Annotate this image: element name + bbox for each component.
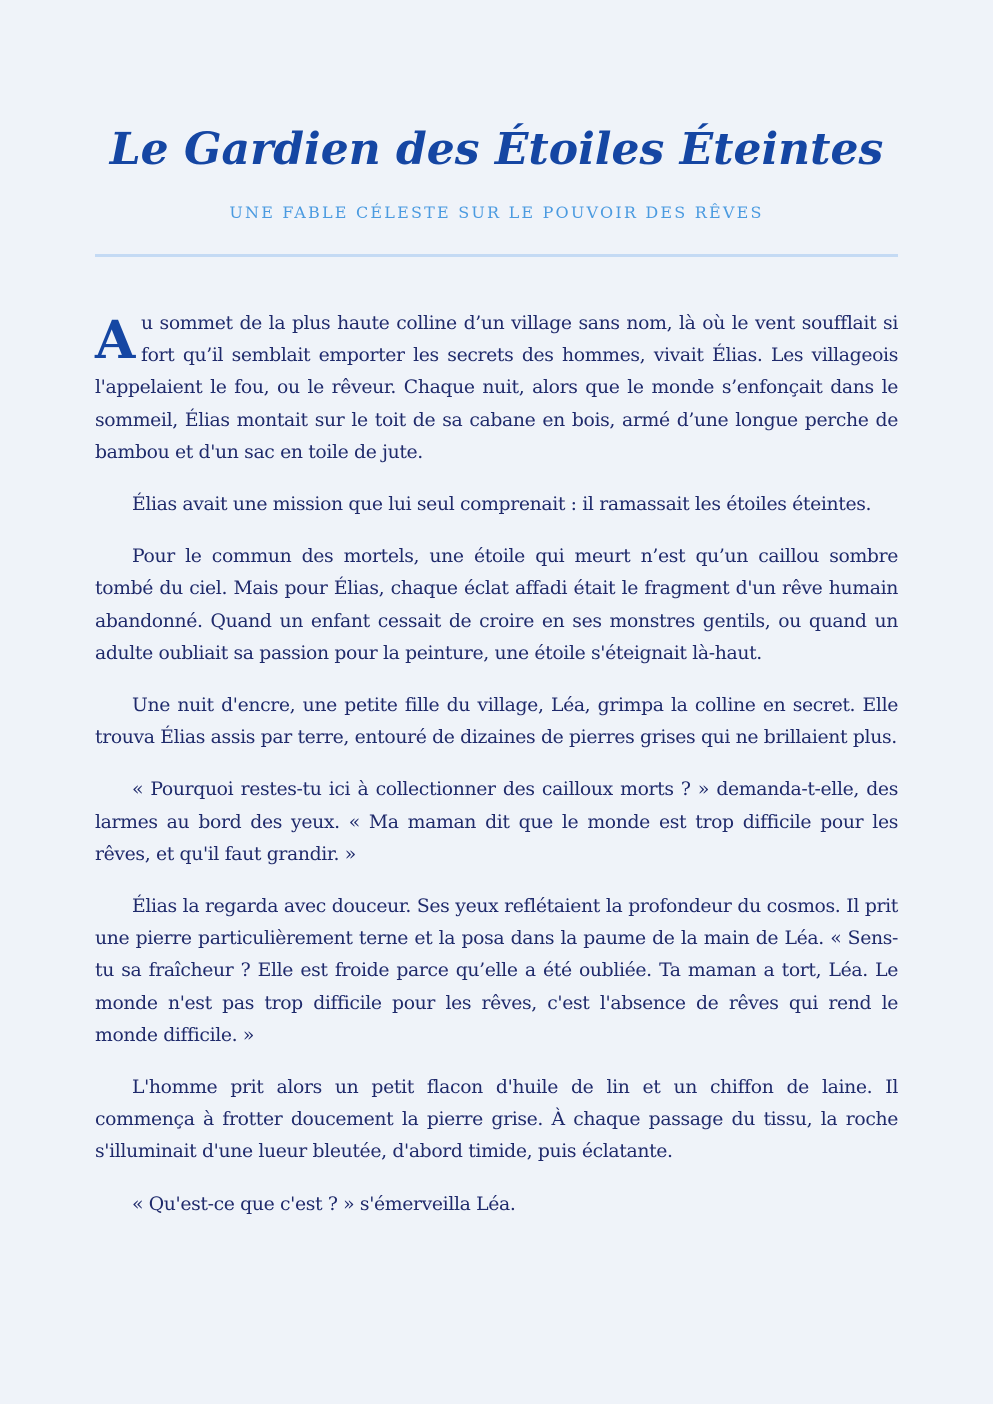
paragraph-3: Pour le commun des mortels, une étoile qui meurt n’est qu’un caillou sombre tombé du ciel. Mais pour Élias, chaque éclat affadi était le fragment d'un rêve humain abandonné. Quand un enfant cessait de croire en ses monstres gentils, ou quand un adulte oubliait sa passion pour la peinture, une étoile s'éteignait là-haut.: [95, 546, 898, 664]
paragraph-7: L'homme prit alors un petit flacon d'huile de lin et un chiffon de laine. Il commença à frotter doucement la pierre grise. À chaque passage du tissu, la roche s'illuminait d'une lueur bleutée, d'abord timide, puis éclatante.: [95, 1077, 898, 1163]
paragraph-1: [95, 308, 898, 469]
title-divider: [95, 254, 898, 257]
paragraph-6: Élias la regarda avec douceur. Ses yeux reflétaient la profondeur du cosmos. Il prit une pierre particulièrement terne et la posa dans la paume de la main de Léa. « Sens-tu sa fraîcheur ? Elle est froide parce qu’elle a été oubliée. Ta maman a tort, Léa. Le monde n'est pas trop difficile pour les rêves, c'est l'absence de rêves qui rend le monde difficile. »: [95, 896, 898, 1046]
paragraph-2: Élias avait une mission que lui seul comprenait : il ramassait les étoiles éteintes.: [132, 494, 872, 516]
paragraph-1-text: u sommet de la plus haute colline d’un village sans nom, là où le vent soufflait si fort qu’il semblait emporter les secrets des hommes, vivait Élias. Les villageois l'appelaient le fou, ou le rêveur. Chaque nuit, alors que le monde s’enfonçait dans le sommeil, Élias montait sur le toit de sa cabane en bois, armé d’une longue perche de bambou et d'un sac en toile de jute.: [95, 313, 898, 463]
page-title: Le Gardien des Étoiles Éteintes: [109, 124, 884, 175]
paragraph-5: « Pourquoi restes-tu ici à collectionner des cailloux morts ? » demanda-t-elle, des larmes au bord des yeux. « Ma maman dit que le monde est trop difficile pour les rêves, et qu'il faut grandir. »: [95, 779, 898, 865]
drop-cap: A: [95, 310, 135, 371]
story-body: [95, 308, 898, 1241]
paragraph-8: « Qu'est-ce que c'est ? » s'émerveilla Léa.: [132, 1193, 516, 1215]
paragraph-4: Une nuit d'encre, une petite fille du village, Léa, grimpa la colline en secret. Elle trouva Élias assis par terre, entouré de dizaines de pierres grises qui ne brillaient plus.: [95, 695, 898, 749]
page-subtitle: UNE FABLE CÉLESTE SUR LE POUVOIR DES RÊVES: [229, 203, 764, 222]
